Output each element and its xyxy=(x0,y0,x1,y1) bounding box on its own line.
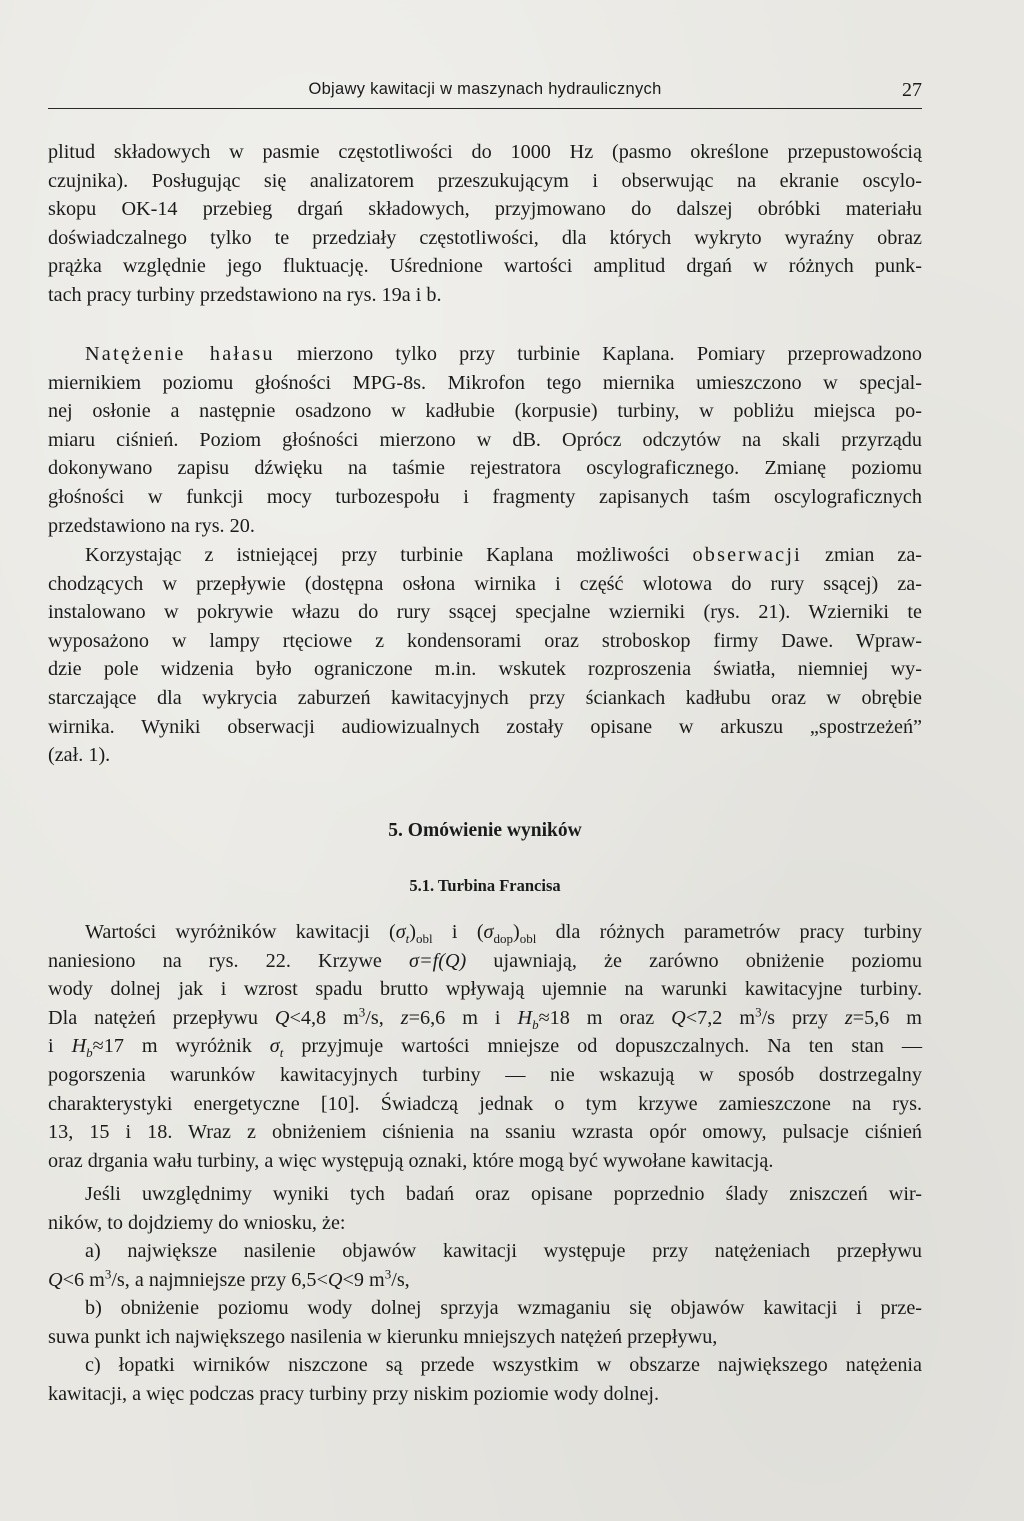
list-item-a: a) największe nasilenie objawów kawitacji występuje przy natężeniach przepływu xyxy=(85,1240,922,1262)
text-line xyxy=(48,541,922,570)
text-line: suwa punkt ich największego nasilenia w kierunku mniejszych natężeń przepływu, xyxy=(48,1325,718,1348)
text-line: czujnika). Posługując się analizatorem przeszukującym i obserwując na ekranie oscylo- xyxy=(48,169,922,192)
text-line: plitud składowych w pasmie częstotliwości do 1000 Hz (pasmo określone przepustowością xyxy=(48,141,922,163)
text-line: Wartości wyróżników kawitacji $(\sigma_t)_{obl}$ i $(\sigma_{dop})_{obl}$ dla różnych parametrów pracy turbiny xyxy=(85,921,922,947)
text-run: i ( xyxy=(432,921,484,943)
list-item-c: c) łopatki wirników niszczone są przede wszystkim w obszarze największego natężenia xyxy=(85,1354,922,1377)
text-line: dokonywano zapisu dźwięku na taśmie rejestratora oscylograficznego. Zmianę poziomu xyxy=(48,457,922,480)
text-line: charakterystyki energetyczne [10]. Świadczą jednak o tym krzywe zamieszczone na rys. xyxy=(48,1092,922,1115)
math-subscript: b xyxy=(86,1045,93,1061)
text-line: kawitacji, a więc podczas pracy turbiny przy niskim poziomie wody dolnej. xyxy=(48,1382,660,1405)
math-symbol: z xyxy=(400,1006,409,1029)
text-line: chodzących w przepływie (dostępna osłona wirnika i część wlotowa do rury ssącej) za- xyxy=(48,572,922,595)
subsection-heading: 5.1. Turbina Francisa xyxy=(409,876,561,895)
text-line: instalowano w pokrywie włazu do rury ssącej specjalne wzierniki (rys. 21). Wzierniki te xyxy=(48,601,922,624)
math-symbol: H xyxy=(517,1006,533,1029)
text-run: ≈17 m wyróżnik xyxy=(92,1035,270,1058)
math-symbol: Q xyxy=(671,1006,686,1029)
text-line: ników, to dojdziemy do wniosku, że: xyxy=(48,1211,346,1234)
text-run: i xyxy=(48,1035,72,1058)
text-line: starczające dla wykrycia zaburzeń kawitacyjnych przy ściankach kadłubu oraz w obrębie xyxy=(48,686,922,709)
math-subscript: obl xyxy=(519,931,537,947)
text-run: Wartości wyróżników kawitacji ( xyxy=(85,921,396,943)
text-line: pogorszenia warunków kawitacyjnych turbiny — nie wskazują w sposób dostrzegalny xyxy=(48,1063,922,1086)
text-line: wirnika. Wyniki obserwacji audiowizualnych zostały opisane w arkuszu „spostrzeżeń” xyxy=(48,715,922,738)
text-line: miaru ciśnień. Poziom głośności mierzono w dB. Oprócz odczytów na skali przyrządu xyxy=(48,428,922,451)
text-line: doświadczalnego tylko te przedziały częstotliwości, dla których wykryto wyraźny obraz xyxy=(48,226,922,249)
text-run: naniesiono na rys. 22. Krzywe xyxy=(48,949,410,972)
section-heading: 5. Omówienie wyników xyxy=(388,820,582,841)
paragraph-4 xyxy=(48,918,922,1175)
text-run: przyjmuje wartości mniejsze od dopuszczalnych. Na ten stan — xyxy=(283,1035,923,1058)
text-line: tach pracy turbiny przedstawiono na rys. 19a i b. xyxy=(48,283,442,306)
math-symbol: σ xyxy=(269,1035,280,1058)
text-run: ujawniają, że zarówno obniżenie poziomu xyxy=(466,949,922,972)
math-subscript: t xyxy=(405,931,410,947)
math-symbol: Q xyxy=(48,1268,63,1291)
page-number: 27 xyxy=(902,79,922,101)
text-line: wody dolnej jak i wzrost spadu brutto wpływają ujemnie na warunki kawitacyjne turbiny. xyxy=(48,978,922,1001)
list-item-b: b) obniżenie poziomu wody dolnej sprzyja wzmaganiu się objawów kawitacji i prze- xyxy=(85,1297,922,1320)
text-line: prążka względnie jego fluktuację. Uśrednione wartości amplitud drgań w różnych punk- xyxy=(48,255,922,278)
text-line xyxy=(48,340,922,369)
text-line xyxy=(48,947,922,976)
math-subscript: t xyxy=(279,1045,284,1061)
text-line: miernikiem poziomu głośności MPG-8s. Mikrofon tego miernika umieszczono w specjal- xyxy=(48,371,922,394)
text-line: skopu OK-14 przebieg drgań składowych, przyjmowano do dalszej obróbki materiału xyxy=(48,198,922,221)
text-run: /s, xyxy=(365,1006,401,1029)
text-run: <7,2 m xyxy=(685,1006,756,1029)
math-superscript: 3 xyxy=(358,1004,366,1020)
text-line xyxy=(48,1004,922,1033)
text-line: oraz drgania wału turbiny, a więc występują oznaki, które mogą być wywołane kawitacją. xyxy=(48,1149,774,1172)
math-symbol: σ xyxy=(395,921,406,943)
math-subscript: dop xyxy=(493,931,514,947)
text-run: ≈18 m oraz xyxy=(538,1006,672,1029)
text-run: mierzono tylko przy turbinie Kaplana. Pomiary przeprowadzono xyxy=(274,343,922,365)
math-symbol: z xyxy=(844,1006,853,1029)
math-subscript: obl xyxy=(416,931,433,947)
paragraph-1 xyxy=(48,138,922,310)
math-superscript: 3 xyxy=(755,1004,762,1020)
text-run: dla różnych parametrów pracy turbiny xyxy=(536,921,922,943)
math-expression: σ=f(Q) xyxy=(409,949,467,972)
paragraph-5 xyxy=(48,1180,922,1237)
paragraph-2 xyxy=(48,340,922,540)
text-run: Dla natężeń przepływu xyxy=(48,1006,275,1029)
text-run: =5,6 m xyxy=(852,1006,922,1029)
math-superscript: 3 xyxy=(104,1265,112,1281)
math-superscript: 3 xyxy=(384,1265,392,1281)
spaced-word: obserwacji xyxy=(692,544,802,566)
text-line: dzie pole widzenia było ograniczone m.in. wskutek rozproszenia światła, niemniej wy- xyxy=(48,658,922,681)
text-line: głośności w funkcji mocy turbozespołu i fragmenty zapisanych taśm oscylograficznych xyxy=(48,485,922,508)
math-subscript: b xyxy=(532,1016,539,1032)
running-title: Objawy kawitacji w maszynach hydraulicznych xyxy=(308,80,662,98)
text-run: /s, a najmniejsze przy 6,5< xyxy=(111,1268,328,1291)
text-run: <9 m xyxy=(342,1268,385,1291)
paragraph-3 xyxy=(48,541,922,770)
text-line xyxy=(48,1032,922,1061)
text-run: zmian za- xyxy=(801,544,923,566)
text-run: /s, xyxy=(391,1268,410,1291)
text-line: przedstawiono na rys. 20. xyxy=(48,514,255,537)
math-symbol: σ xyxy=(483,921,494,943)
math-symbol: Q xyxy=(274,1006,290,1029)
conclusions-list xyxy=(48,1237,922,1409)
spaced-lead: Natężenie hałasu xyxy=(85,343,275,365)
text-run: /s przy xyxy=(761,1006,845,1029)
text-run: <6 m xyxy=(62,1268,105,1291)
math-symbol: H xyxy=(71,1035,87,1058)
text-run: Korzystając z istniejącej przy turbinie Kaplana możliwości xyxy=(85,544,693,566)
text-line: nej osłonie a następnie osadzono w kadłubie (korpusie) turbiny, w pobliżu miejsca po- xyxy=(48,400,922,423)
text-line: wyposażono w lampy rtęciowe z kondensorami oraz stroboskop firmy Dawe. Wpraw- xyxy=(48,629,922,652)
text-line xyxy=(48,1266,922,1295)
math-symbol: Q xyxy=(327,1268,343,1291)
text-line: 13, 15 i 18. Wraz z obniżeniem ciśnienia na ssaniu wzrasta opór omowy, pulsacje ciśnień xyxy=(48,1121,922,1144)
text-line: Jeśli uwzględnimy wyniki tych badań oraz opisane poprzednio ślady zniszczeń wir- xyxy=(85,1183,922,1205)
text-line: (zał. 1). xyxy=(48,744,111,767)
text-run: =6,6 m i xyxy=(408,1006,518,1029)
running-header xyxy=(48,80,922,109)
text-run: <4,8 m xyxy=(289,1006,359,1029)
